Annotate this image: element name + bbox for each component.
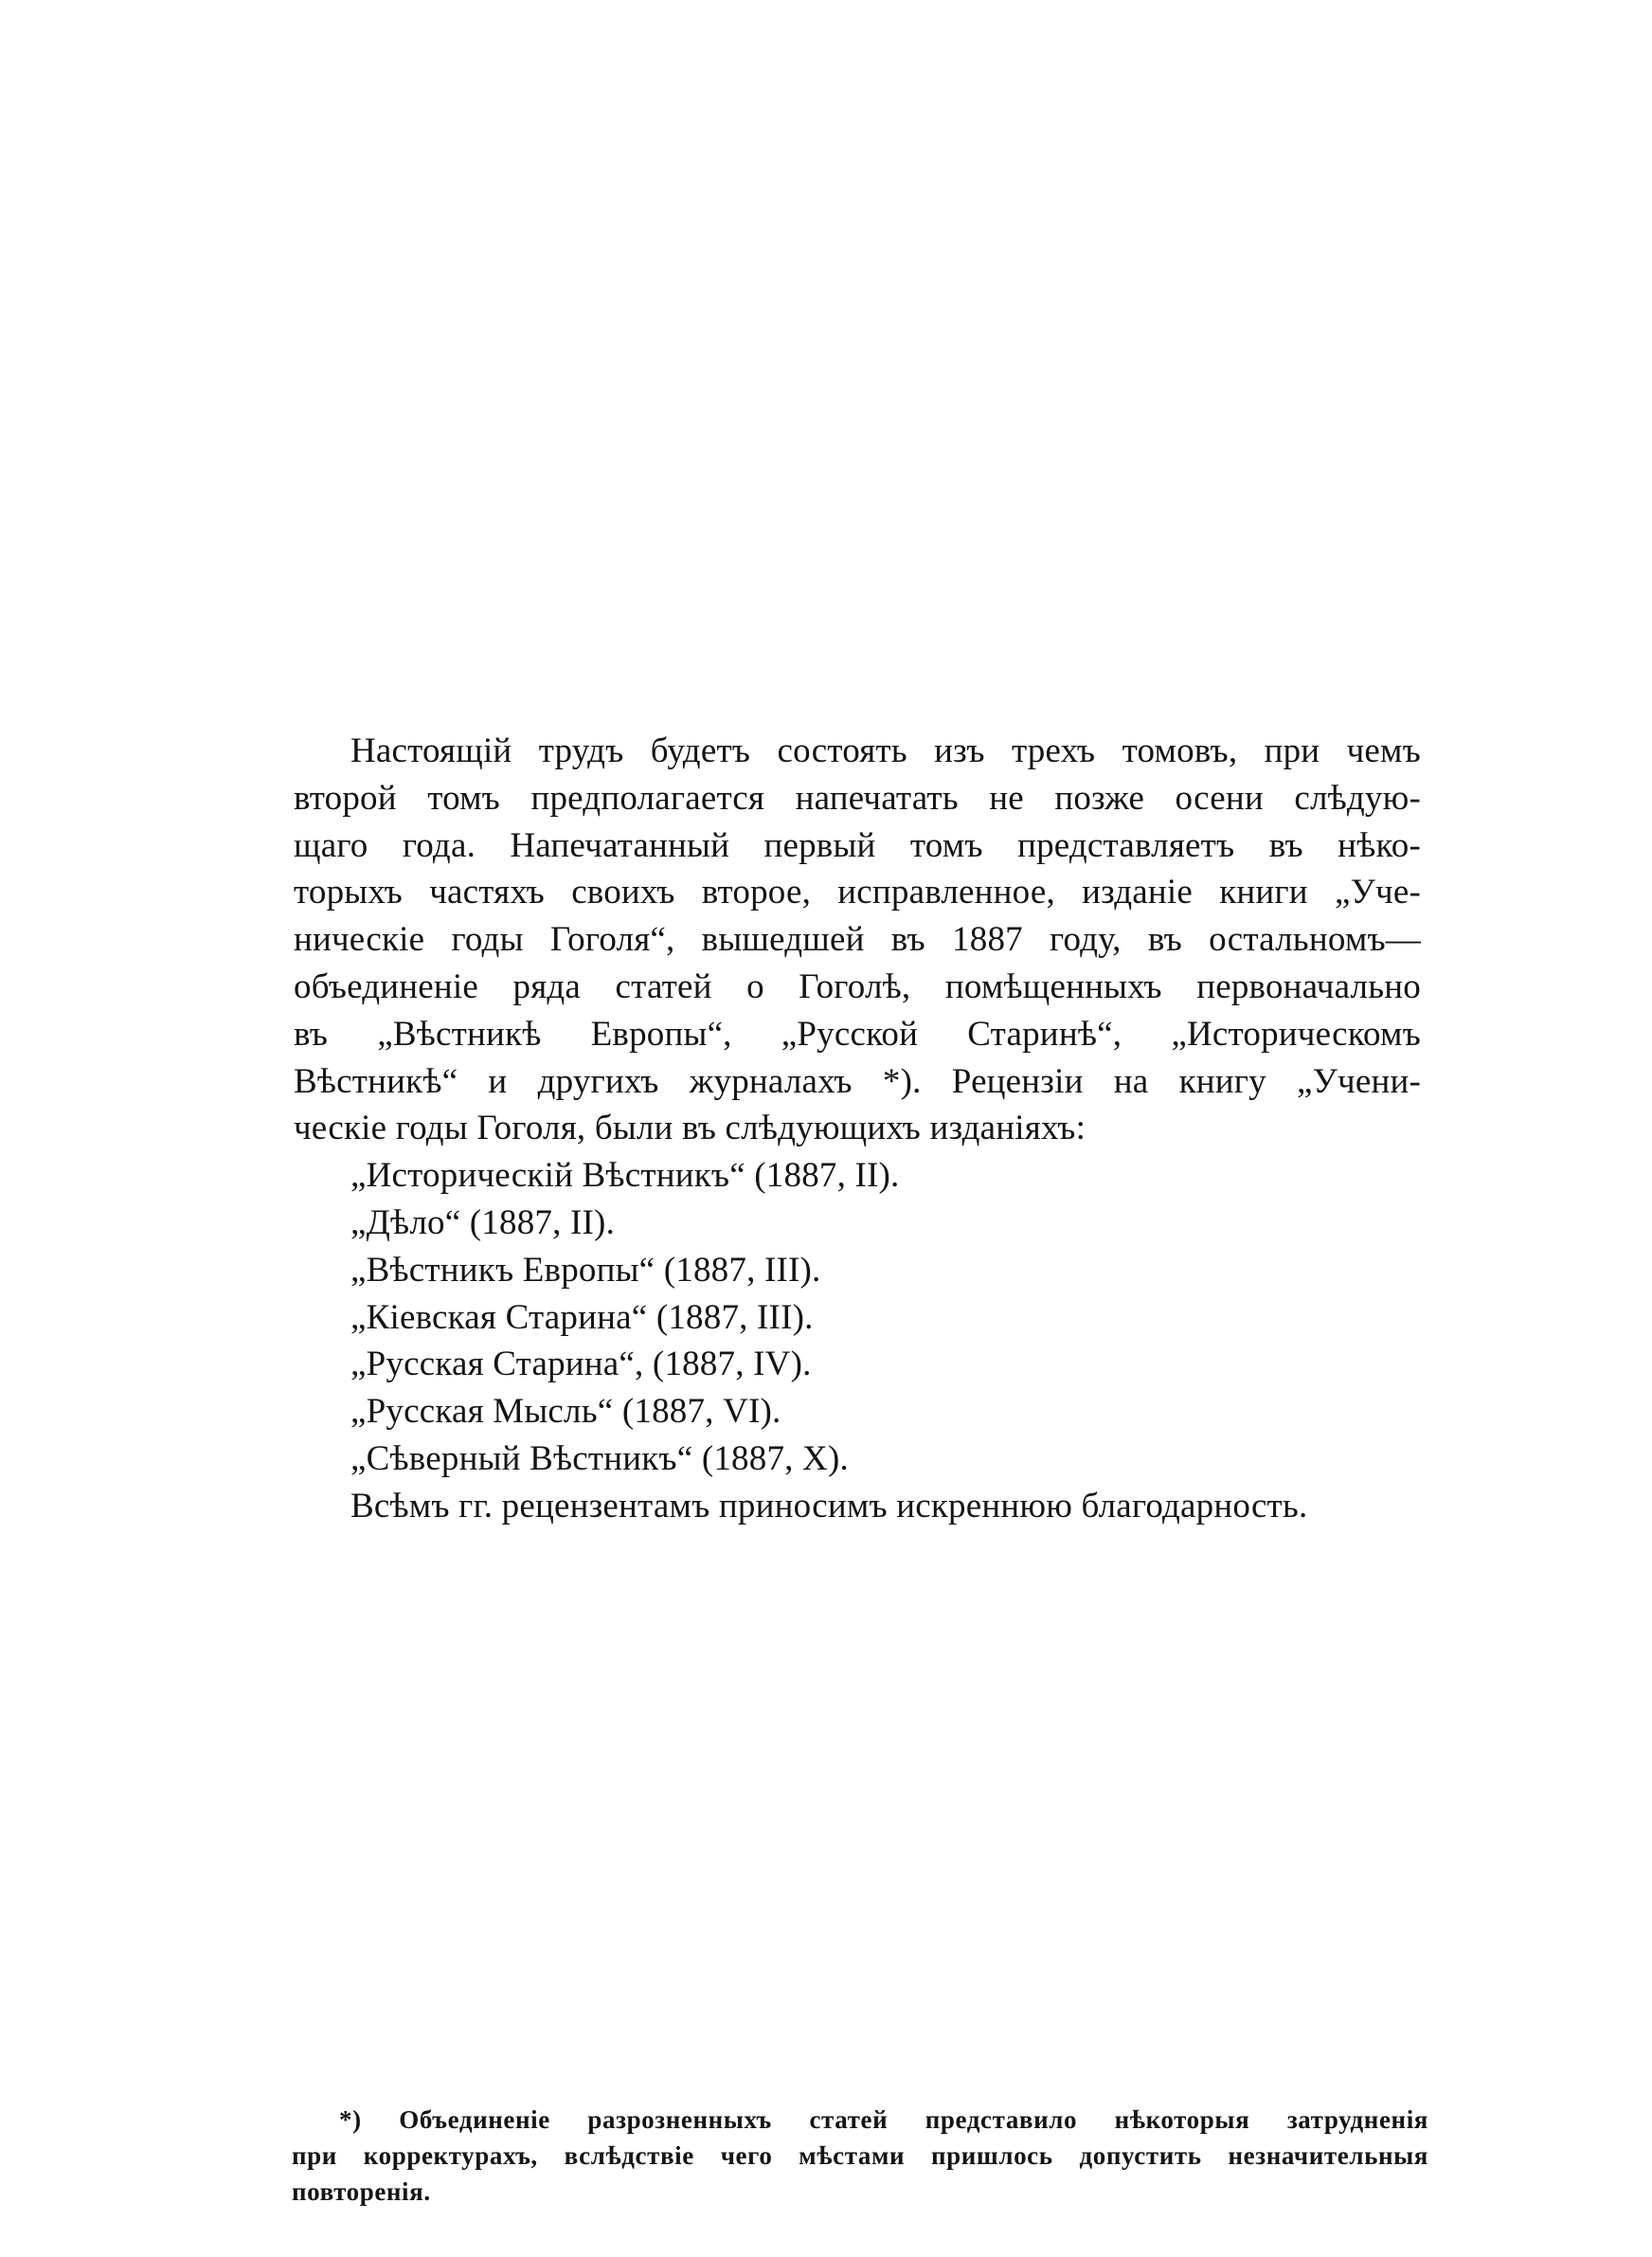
list-item: „Сѣверный Вѣстникъ“ (1887, X). (350, 1438, 849, 1478)
paragraph-line: Настоящій трудъ будетъ состоять изъ трехъ томовъ, при чемъ (350, 731, 1421, 770)
list-item: „Историческій Вѣстникъ“ (1887, II). (350, 1156, 900, 1196)
paragraph-line: ническіе годы Гоголя“, вышедшей въ 1887 году, въ остальномъ— (294, 920, 1421, 960)
paragraph-line: второй томъ предполагается напечатать не позже осени слѣдую- (294, 778, 1421, 818)
preface-text (294, 728, 1421, 1530)
paragraph-line: торыхъ частяхъ своихъ второе, исправленное, изданіе книги „Уче- (294, 873, 1421, 912)
list-item: „Вѣстникъ Европы“ (1887, III). (350, 1250, 821, 1290)
list-item: „Кіевская Старина“ (1887, III). (350, 1297, 814, 1337)
footnote-line: *) Объединеніе разрозненныхъ статей представило нѣкоторыя затрудненія (339, 2105, 1428, 2134)
review-list (350, 1152, 1421, 1483)
paragraph-line: объединеніе ряда статей о Гоголѣ, помѣщенныхъ первоначально (294, 966, 1421, 1006)
closing-line: Всѣмъ гг. рецензентамъ приносимъ искреннюю благодарность. (350, 1486, 1308, 1526)
paragraph-line: ческіе годы Гоголя, были въ слѣдующихъ изданіяхъ: (294, 1109, 1086, 1148)
list-item: „Русская Мысль“ (1887, VI). (350, 1392, 781, 1432)
paragraph-line: щаго года. Напечатанный первый томъ представляетъ въ нѣко- (294, 825, 1421, 865)
paragraph-line: въ „Вѣстникѣ Европы“, „Русской Старинѣ“, „Историческомъ (294, 1014, 1421, 1054)
paragraph-line: Вѣстникѣ“ и другихъ журналахъ *). Рецензіи на книгу „Учени- (294, 1061, 1421, 1101)
footnote-line: повторенія. (292, 2177, 431, 2206)
footnote-line: при корректурахъ, вслѣдствіе чего мѣстами пришлось допустить незначительныя (292, 2141, 1428, 2170)
footnote (292, 2102, 1428, 2210)
list-item: „Дѣло“ (1887, II). (350, 1202, 616, 1242)
list-item: „Русская Старина“, (1887, IV). (350, 1345, 812, 1384)
